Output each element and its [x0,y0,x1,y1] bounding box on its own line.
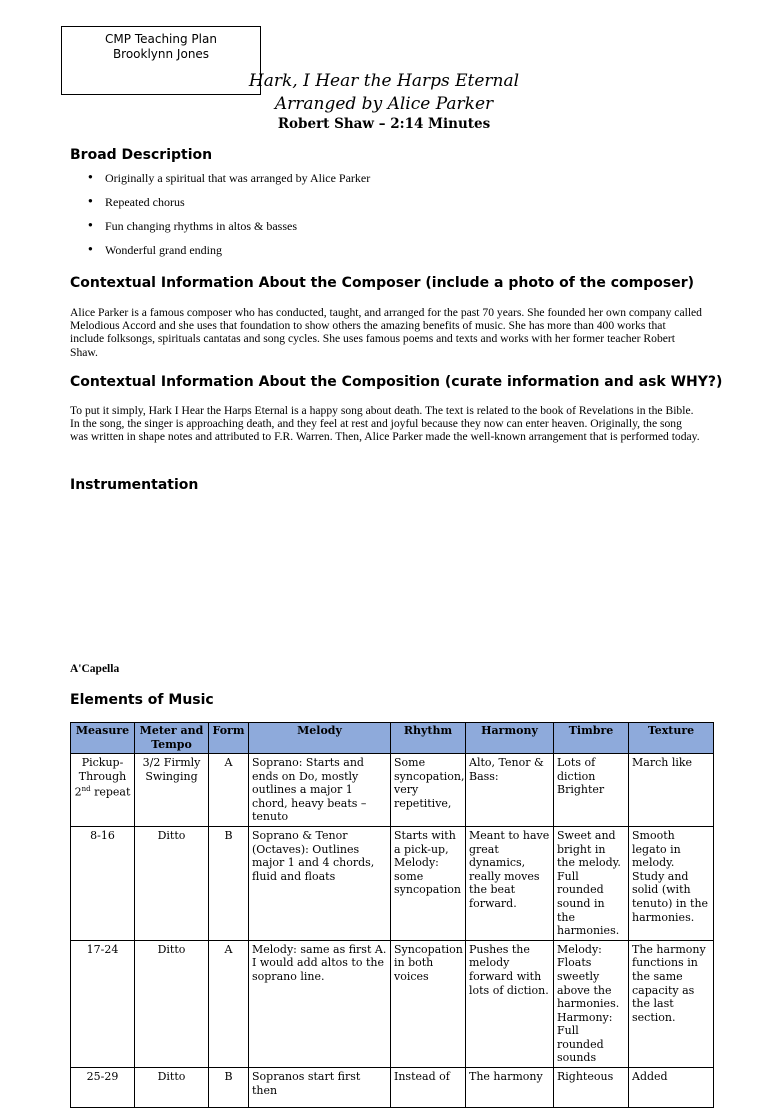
column-header-timbre: Timbre [554,723,629,754]
column-header-rhythm: Rhythm [391,723,466,754]
list-item: ● Originally a spiritual that was arranged by Alice Parker [88,171,688,195]
cell-meter-tempo: Ditto [135,826,209,940]
column-header-texture: Texture [629,723,714,754]
cell-harmony: Meant to have great dynamics, really moves the beat forward. [466,826,554,940]
cell-melody: Melody: same as first A. I would add altos to the soprano line. [249,940,391,1067]
cell-melody: Sopranos start first then [249,1068,391,1108]
cell-rhythm: Syncopation in both voices [391,940,466,1067]
instrumentation-value: A'Capella [70,663,120,675]
column-header-meter-tempo: Meter and Tempo [135,723,209,754]
plan-header-line2: Brooklynn Jones [112,47,210,61]
table-header-row [71,723,714,754]
cell-form: B [209,826,249,940]
cell-harmony: The harmony [466,1068,554,1108]
cell-timbre: Melody: Floats sweetly above the harmonies. Harmony: Full rounded sounds [554,940,629,1067]
cell-texture: Added [629,1068,714,1108]
plan-header-line1: CMP Teaching Plan [105,32,217,46]
column-header-form: Form [209,723,249,754]
elements-of-music-table [70,722,714,1108]
composition-paragraph: To put it simply, Hark I Hear the Harps Eternal is a happy song about death. The text is related to the book of Revelations in the Bible. In the song, the singer is approaching death, and they feel at rest and joyful because they now can enter heaven. Originally, the song was written in shape notes and attributed to F.R. Warren. Then, Alice Parker made the well-known arrangement that is performed today. [70,404,700,444]
heading-instrumentation: Instrumentation [70,477,199,493]
heading-elements-of-music: Elements of Music [70,692,214,708]
table-row [71,826,714,940]
cell-melody: Soprano & Tenor (Octaves): Outlines major 1 and 4 chords, fluid and floats [249,826,391,940]
arranger-line: Arranged by Alice Parker [274,94,494,114]
cell-texture: The harmony functions in the same capacity as the last section. [629,940,714,1067]
heading-composition-info: Contextual Information About the Composition (curate information and ask WHY?) [70,374,723,390]
list-item: ● Repeated chorus [88,195,688,219]
cell-harmony: Pushes the melody forward with lots of diction. [466,940,554,1067]
composer-paragraph: Alice Parker is a famous composer who has conducted, taught, and arranged for the past 70 years. She founded her own company called Melodious Accord and she uses that foundation to show others the amazing benefits of music. She has more than 400 works that include folksongs, spirituals cantatas and song cycles. She uses famous poems and texts and works with her former teacher Robert Shaw. [70,306,702,359]
cell-rhythm: Instead of [391,1068,466,1108]
cell-measure: 17-24 [71,940,135,1067]
heading-composer-info: Contextual Information About the Composer (include a photo of the composer) [70,275,695,291]
cell-rhythm: Some syncopation, very repetitive, [391,754,466,827]
cell-meter-tempo: Ditto [135,1068,209,1108]
cell-timbre: Righteous [554,1068,629,1108]
cell-rhythm: Starts with a pick-up, Melody: some syncopation [391,826,466,940]
column-header-harmony: Harmony [466,723,554,754]
cell-timbre: Lots of diction Brighter [554,754,629,827]
cell-texture: Smooth legato in melody. Study and solid (with tenuto) in the harmonies. [629,826,714,940]
broad-description-list [88,171,688,267]
column-header-melody: Melody [249,723,391,754]
cell-measure: Pickup- Through 2nd repeat [71,754,135,827]
cell-meter-tempo: 3/2 Firmly Swinging [135,754,209,827]
cell-form: A [209,754,249,827]
cell-texture: March like [629,754,714,827]
column-header-measure: Measure [71,723,135,754]
subtitle: Robert Shaw – 2:14 Minutes [277,116,491,132]
cell-timbre: Sweet and bright in the melody. Full rounded sound in the harmonies. [554,826,629,940]
cell-form: B [209,1068,249,1108]
song-title: Hark, I Hear the Harps Eternal [248,71,520,91]
cell-melody: Soprano: Starts and ends on Do, mostly outlines a major 1 chord, heavy beats – tenuto [249,754,391,827]
list-item: ● Wonderful grand ending [88,243,688,267]
cell-measure: 8-16 [71,826,135,940]
heading-broad-description: Broad Description [70,147,213,163]
table-row [71,754,714,827]
cell-harmony: Alto, Tenor & Bass: [466,754,554,827]
list-item: ● Fun changing rhythms in altos & basses [88,219,688,243]
cell-measure: 25-29 [71,1068,135,1108]
cell-meter-tempo: Ditto [135,940,209,1067]
table-row [71,1068,714,1108]
cell-form: A [209,940,249,1067]
table-row [71,940,714,1067]
